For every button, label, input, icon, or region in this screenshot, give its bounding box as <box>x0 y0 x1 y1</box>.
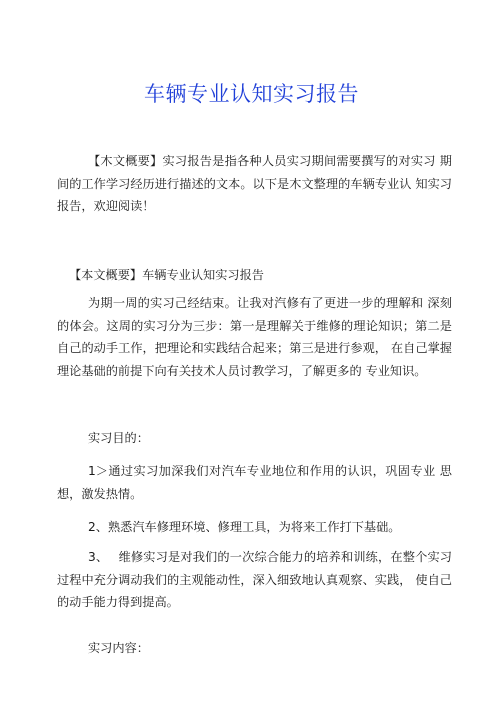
section-heading-content: 实习内容： <box>88 641 149 655</box>
section-heading-purpose: 实习目的： <box>88 431 149 445</box>
document-title: 车辆专业认知实习报告 <box>144 82 359 106</box>
summary-heading: 【本文概要】车辆专业认知实习报告 <box>69 268 264 282</box>
summary-paragraph: 【木文概要】实习报告是指各种人员实习期间需要撰写的对实习 期间的工作学习经历进行描述的文本。以下是木文整理的车辆专业认 知实习报告，欢迎阅读！ <box>57 154 452 213</box>
purpose-item-2: 2、熟悉汽车修理环境、修理工具，为将来工作打下基础。 <box>88 520 401 534</box>
body-paragraph-intro: 为期一周的实习己经结束。让我对汽修有了更进一步的理解和 深刻的体会。这周的实习分为三步：第一是理解关于维修的理论知识；第二是自己的动手工作，把理论和实践结合起来；第三是进行参观， 在自己掌握理论基础的前提下向有关技术人员讨教学习，了解更多的 专业知识。 <box>57 296 452 378</box>
purpose-item-3: 3、 维修实习是对我们的一次综合能力的培养和训练，在整个实习过程中充分调动我们的主观能动性，深入细致地认真观察、实践， 使自己的动手能力得到提高。 <box>57 550 452 609</box>
purpose-item-1: 1＞通过实习加深我们对汽车专业地位和作用的认识，巩固专业 思想，激发热情。 <box>57 464 452 501</box>
